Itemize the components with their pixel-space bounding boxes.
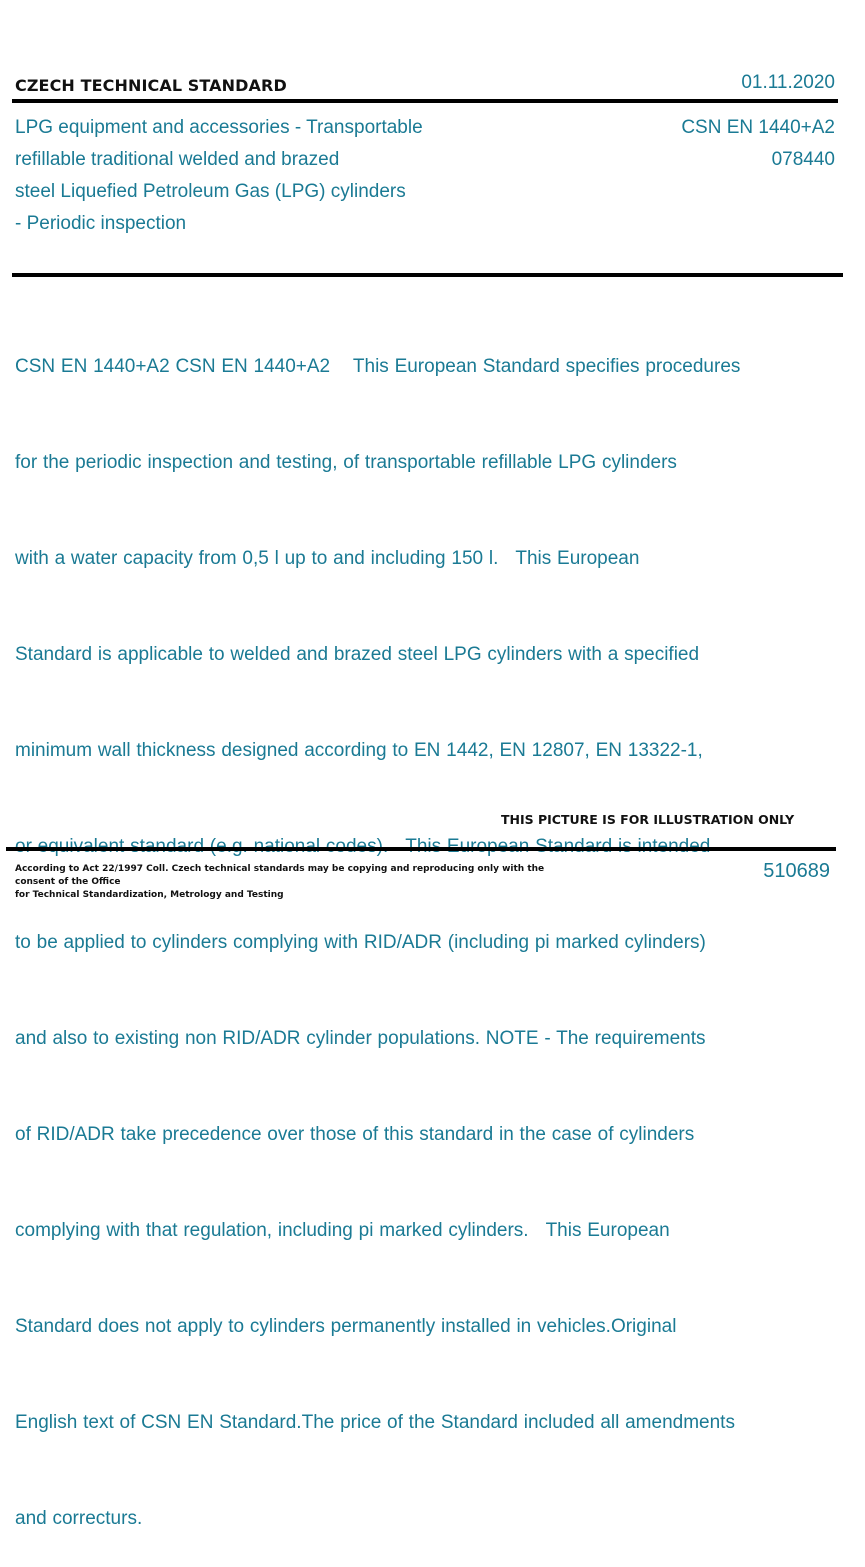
illustration-disclaimer: THIS PICTURE IS FOR ILLUSTRATION ONLY [501, 812, 795, 827]
description-line: Standard is applicable to welded and brazed steel LPG cylinders with a specified [15, 644, 700, 665]
standard-title-line: LPG equipment and accessories - Transportable [15, 117, 423, 138]
standard-title-line: steel Liquefied Petroleum Gas (LPG) cylinders [15, 181, 406, 202]
description-line: minimum wall thickness designed according to EN 1442, EN 12807, EN 13322-1, [15, 740, 703, 761]
footer-divider [6, 847, 836, 851]
standard-code: CSN EN 1440+A2 [681, 117, 835, 138]
header-divider [12, 99, 838, 103]
description-line: to be applied to cylinders complying with RID/ADR (including pi marked cylinders) [15, 932, 706, 953]
title-divider [12, 273, 843, 277]
description-line: and correcturs. [15, 1508, 143, 1529]
standard-title-line: - Periodic inspection [15, 213, 187, 234]
issue-date: 01.11.2020 [741, 72, 835, 93]
catalog-number: 510689 [763, 860, 830, 882]
description-line: Standard does not apply to cylinders permanently installed in vehicles.Original [15, 1316, 677, 1337]
legal-notice-line: for Technical Standardization, Metrology and Testing [15, 890, 284, 900]
standard-title-line: refillable traditional welded and brazed [15, 149, 340, 170]
standard-description [15, 287, 835, 1567]
description-line: English text of CSN EN Standard.The price of the Standard included all amendments [15, 1412, 735, 1433]
description-line: and also to existing non RID/ADR cylinder populations. NOTE - The requirements [15, 1028, 706, 1049]
description-line: with a water capacity from 0,5 l up to and including 150 l. This European [15, 548, 640, 569]
description-line: complying with that regulation, including pi marked cylinders. This European [15, 1220, 670, 1241]
description-line: for the periodic inspection and testing, of transportable refillable LPG cylinders [15, 452, 677, 473]
description-line: CSN EN 1440+A2 CSN EN 1440+A2 This European Standard specifies procedures [15, 356, 741, 377]
legal-notice-line: According to Act 22/1997 Coll. Czech technical standards may be copying and reproducing only with the consent of the Office [15, 864, 545, 887]
legal-notice [15, 863, 585, 902]
standard-identifiers [681, 112, 835, 176]
standard-title [15, 112, 515, 240]
document-header-title: CZECH TECHNICAL STANDARD [15, 76, 287, 95]
description-line: of RID/ADR take precedence over those of this standard in the case of cylinders [15, 1124, 695, 1145]
standard-number: 078440 [771, 149, 835, 170]
